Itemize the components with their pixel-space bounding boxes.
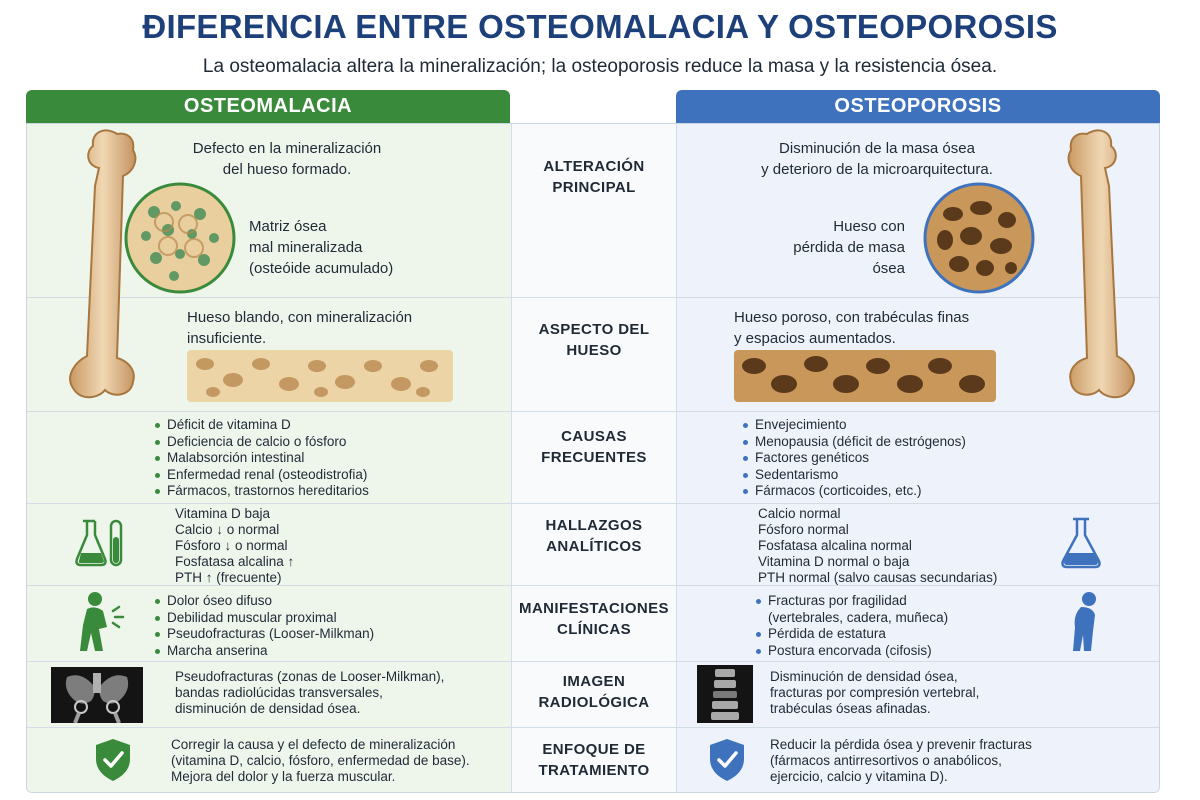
list-item: Dolor óseo difuso: [153, 593, 493, 610]
text-line: Vitamina D baja: [175, 506, 271, 521]
text-line: Pseudofracturas (zonas de Looser-Milkman),: [175, 669, 445, 684]
list-item: Fármacos, trastornos hereditarios: [153, 483, 493, 500]
osteomalacia-lab-findings: [175, 506, 475, 586]
osteomalacia-alteration-text: [167, 138, 407, 180]
lab-flask-tubes-icon: [73, 515, 129, 571]
text-line: bandas radiolúcidas transversales,: [175, 685, 383, 700]
text-line: (fármacos antirresortivos o anabólicos,: [770, 753, 1002, 768]
row-divider: [27, 503, 1160, 504]
text-line: TRATAMIENTO: [538, 762, 650, 779]
criteria-label-imagen: [511, 671, 677, 713]
text-line: PTH ↑ (frecuente): [175, 570, 282, 585]
text-line: ASPECTO DEL: [538, 321, 650, 338]
text-line: ANALÍTICOS: [546, 538, 642, 555]
text-line: trabéculas óseas afinadas.: [770, 701, 931, 716]
criteria-label-tratamiento: [511, 739, 677, 781]
porous-bone-texture-icon: [734, 350, 996, 402]
list-item: Marcha anserina: [153, 643, 493, 660]
list-item: Enfermedad renal (osteodistrofia): [153, 467, 493, 484]
list-item: Pérdida de estatura: [754, 626, 1054, 643]
text-line: Fósforo normal: [758, 522, 849, 537]
text-line: Hueso blando, con mineralización: [187, 309, 413, 326]
pelvis-xray-icon: [51, 667, 143, 723]
soft-bone-texture-icon: [187, 350, 453, 402]
osteoporosis-mass-note: [787, 216, 905, 279]
text-line: Disminución de la masa ósea: [779, 140, 975, 157]
osteoporosis-radiology-text: [770, 669, 1090, 717]
criteria-label-causas: [511, 426, 677, 468]
text-line: Hueso poroso, con trabéculas finas: [734, 309, 970, 326]
person-stooped-posture-icon: [1067, 591, 1103, 653]
text-line: PTH normal (salvo causas secundarias): [758, 570, 998, 585]
text-line: ejercicio, calcio y vitamina D).: [770, 769, 948, 784]
row-divider: [27, 727, 1160, 728]
text-line: (vitamina D, calcio, fósforo, enfermedad de base).: [171, 753, 470, 768]
osteoporosis-manifestations-list: [754, 593, 1054, 659]
criteria-label-manifestaciones: [511, 598, 677, 640]
list-item: Debilidad muscular proximal: [153, 610, 493, 627]
row-divider: [27, 297, 1160, 298]
osteoporosis-causes-list: [741, 417, 1101, 500]
femur-bone-icon: [1047, 126, 1157, 406]
text-line: Fosfatasa alcalina normal: [758, 538, 912, 553]
text-line: (osteóide acumulado): [249, 260, 394, 277]
list-item: Postura encorvada (cifosis): [754, 643, 1054, 660]
text-line: ósea: [872, 260, 905, 277]
text-line: CAUSAS: [561, 428, 627, 445]
text-line: pérdida de masa: [793, 239, 905, 256]
text-line: Reducir la pérdida ósea y prevenir fracturas: [770, 737, 1032, 752]
osteoporosis-lab-findings: [758, 506, 1058, 586]
osteomalacia-causes-list: [153, 417, 493, 500]
text-line: Calcio ↓ o normal: [175, 522, 280, 537]
mineralized-matrix-magnified-icon: [124, 182, 236, 294]
text-line: Disminución de densidad ósea,: [770, 669, 958, 684]
header-osteoporosis: OSTEOPOROSIS: [676, 90, 1160, 123]
list-item: Pseudofracturas (Looser-Milkman): [153, 626, 493, 643]
porous-bone-magnified-icon: [923, 182, 1035, 294]
list-item: Menopausia (déficit de estrógenos): [741, 434, 1101, 451]
text-line: Calcio normal: [758, 506, 841, 521]
row-divider: [27, 411, 1160, 412]
text-line: Defecto en la mineralización: [192, 140, 382, 157]
text-line: HUESO: [566, 342, 622, 359]
lab-flask-icon: [1059, 515, 1103, 571]
osteomalacia-matrix-note: [249, 216, 469, 279]
text-line: PRINCIPAL: [552, 179, 636, 196]
criteria-label-aspecto: [511, 319, 677, 361]
list-item: Malabsorción intestinal: [153, 450, 493, 467]
shield-check-icon: [707, 737, 747, 783]
text-line: Hueso con: [833, 218, 905, 235]
list-item: Factores genéticos: [741, 450, 1101, 467]
criteria-label-hallazgos: [511, 515, 677, 557]
text-line: MANIFESTACIONES: [519, 600, 669, 617]
list-item-continuation: (vertebrales, cadera, muñeca): [768, 609, 949, 625]
text-line: del hueso formado.: [222, 161, 352, 178]
text-line: y espacios aumentados.: [734, 330, 896, 347]
text-line: Vitamina D normal o baja: [758, 554, 910, 569]
text-line: Fósforo ↓ o normal: [175, 538, 288, 553]
list-item: Déficit de vitamina D: [153, 417, 493, 434]
osteoporosis-treatment-text: [770, 737, 1100, 785]
osteomalacia-treatment-text: [171, 737, 501, 785]
text-line: Matriz ósea: [249, 218, 327, 235]
person-back-pain-icon: [77, 591, 125, 653]
list-item: Sedentarismo: [741, 467, 1101, 484]
list-item: Deficiencia de calcio o fósforo: [153, 434, 493, 451]
text-line: y deterioro de la microarquitectura.: [761, 161, 993, 178]
row-divider: [27, 661, 1160, 662]
list-item: Fármacos (corticoides, etc.): [741, 483, 1101, 500]
list-item: Envejecimiento: [741, 417, 1101, 434]
osteomalacia-manifestations-list: [153, 593, 493, 659]
osteomalacia-aspect-text: [187, 307, 487, 349]
text-line: CLÍNICAS: [556, 621, 632, 638]
text-line: Corregir la causa y el defecto de mineralización: [171, 737, 456, 752]
text-line: IMAGEN: [562, 673, 626, 690]
criteria-label-alteracion: [511, 156, 677, 198]
spine-xray-icon: [697, 665, 753, 723]
list-item: Fracturas por fragilidad: [754, 593, 1054, 610]
shield-check-icon: [93, 737, 133, 783]
osteoporosis-alteration-text: [727, 138, 1027, 180]
text-line: ALTERACIÓN: [543, 158, 645, 175]
text-line: Fosfatasa alcalina ↑: [175, 554, 295, 569]
text-line: FRECUENTES: [541, 449, 647, 466]
osteoporosis-aspect-text: [734, 307, 1034, 349]
text-line: disminución de densidad ósea.: [175, 701, 361, 716]
page-title: ĐIFERENCIA ENTRE OSTEOMALACIA Y OSTEOPOROSIS: [142, 8, 1058, 45]
text-line: Mejora del dolor y la fuerza muscular.: [171, 769, 396, 784]
text-line: RADIOLÓGICA: [538, 694, 650, 711]
page-subtitle: La osteomalacia altera la mineralización; la osteoporosis reduce la masa y la resistencia ósea.: [202, 56, 998, 77]
text-line: mal mineralizada: [249, 239, 363, 256]
text-line: ENFOQUE DE: [542, 741, 646, 758]
osteomalacia-radiology-text: [175, 669, 495, 717]
comparison-table: [26, 123, 1160, 793]
header-osteomalacia: OSTEOMALACIA: [26, 90, 510, 123]
text-line: HALLAZGOS: [545, 517, 643, 534]
text-line: insuficiente.: [187, 330, 267, 347]
text-line: fracturas por compresión vertebral,: [770, 685, 980, 700]
